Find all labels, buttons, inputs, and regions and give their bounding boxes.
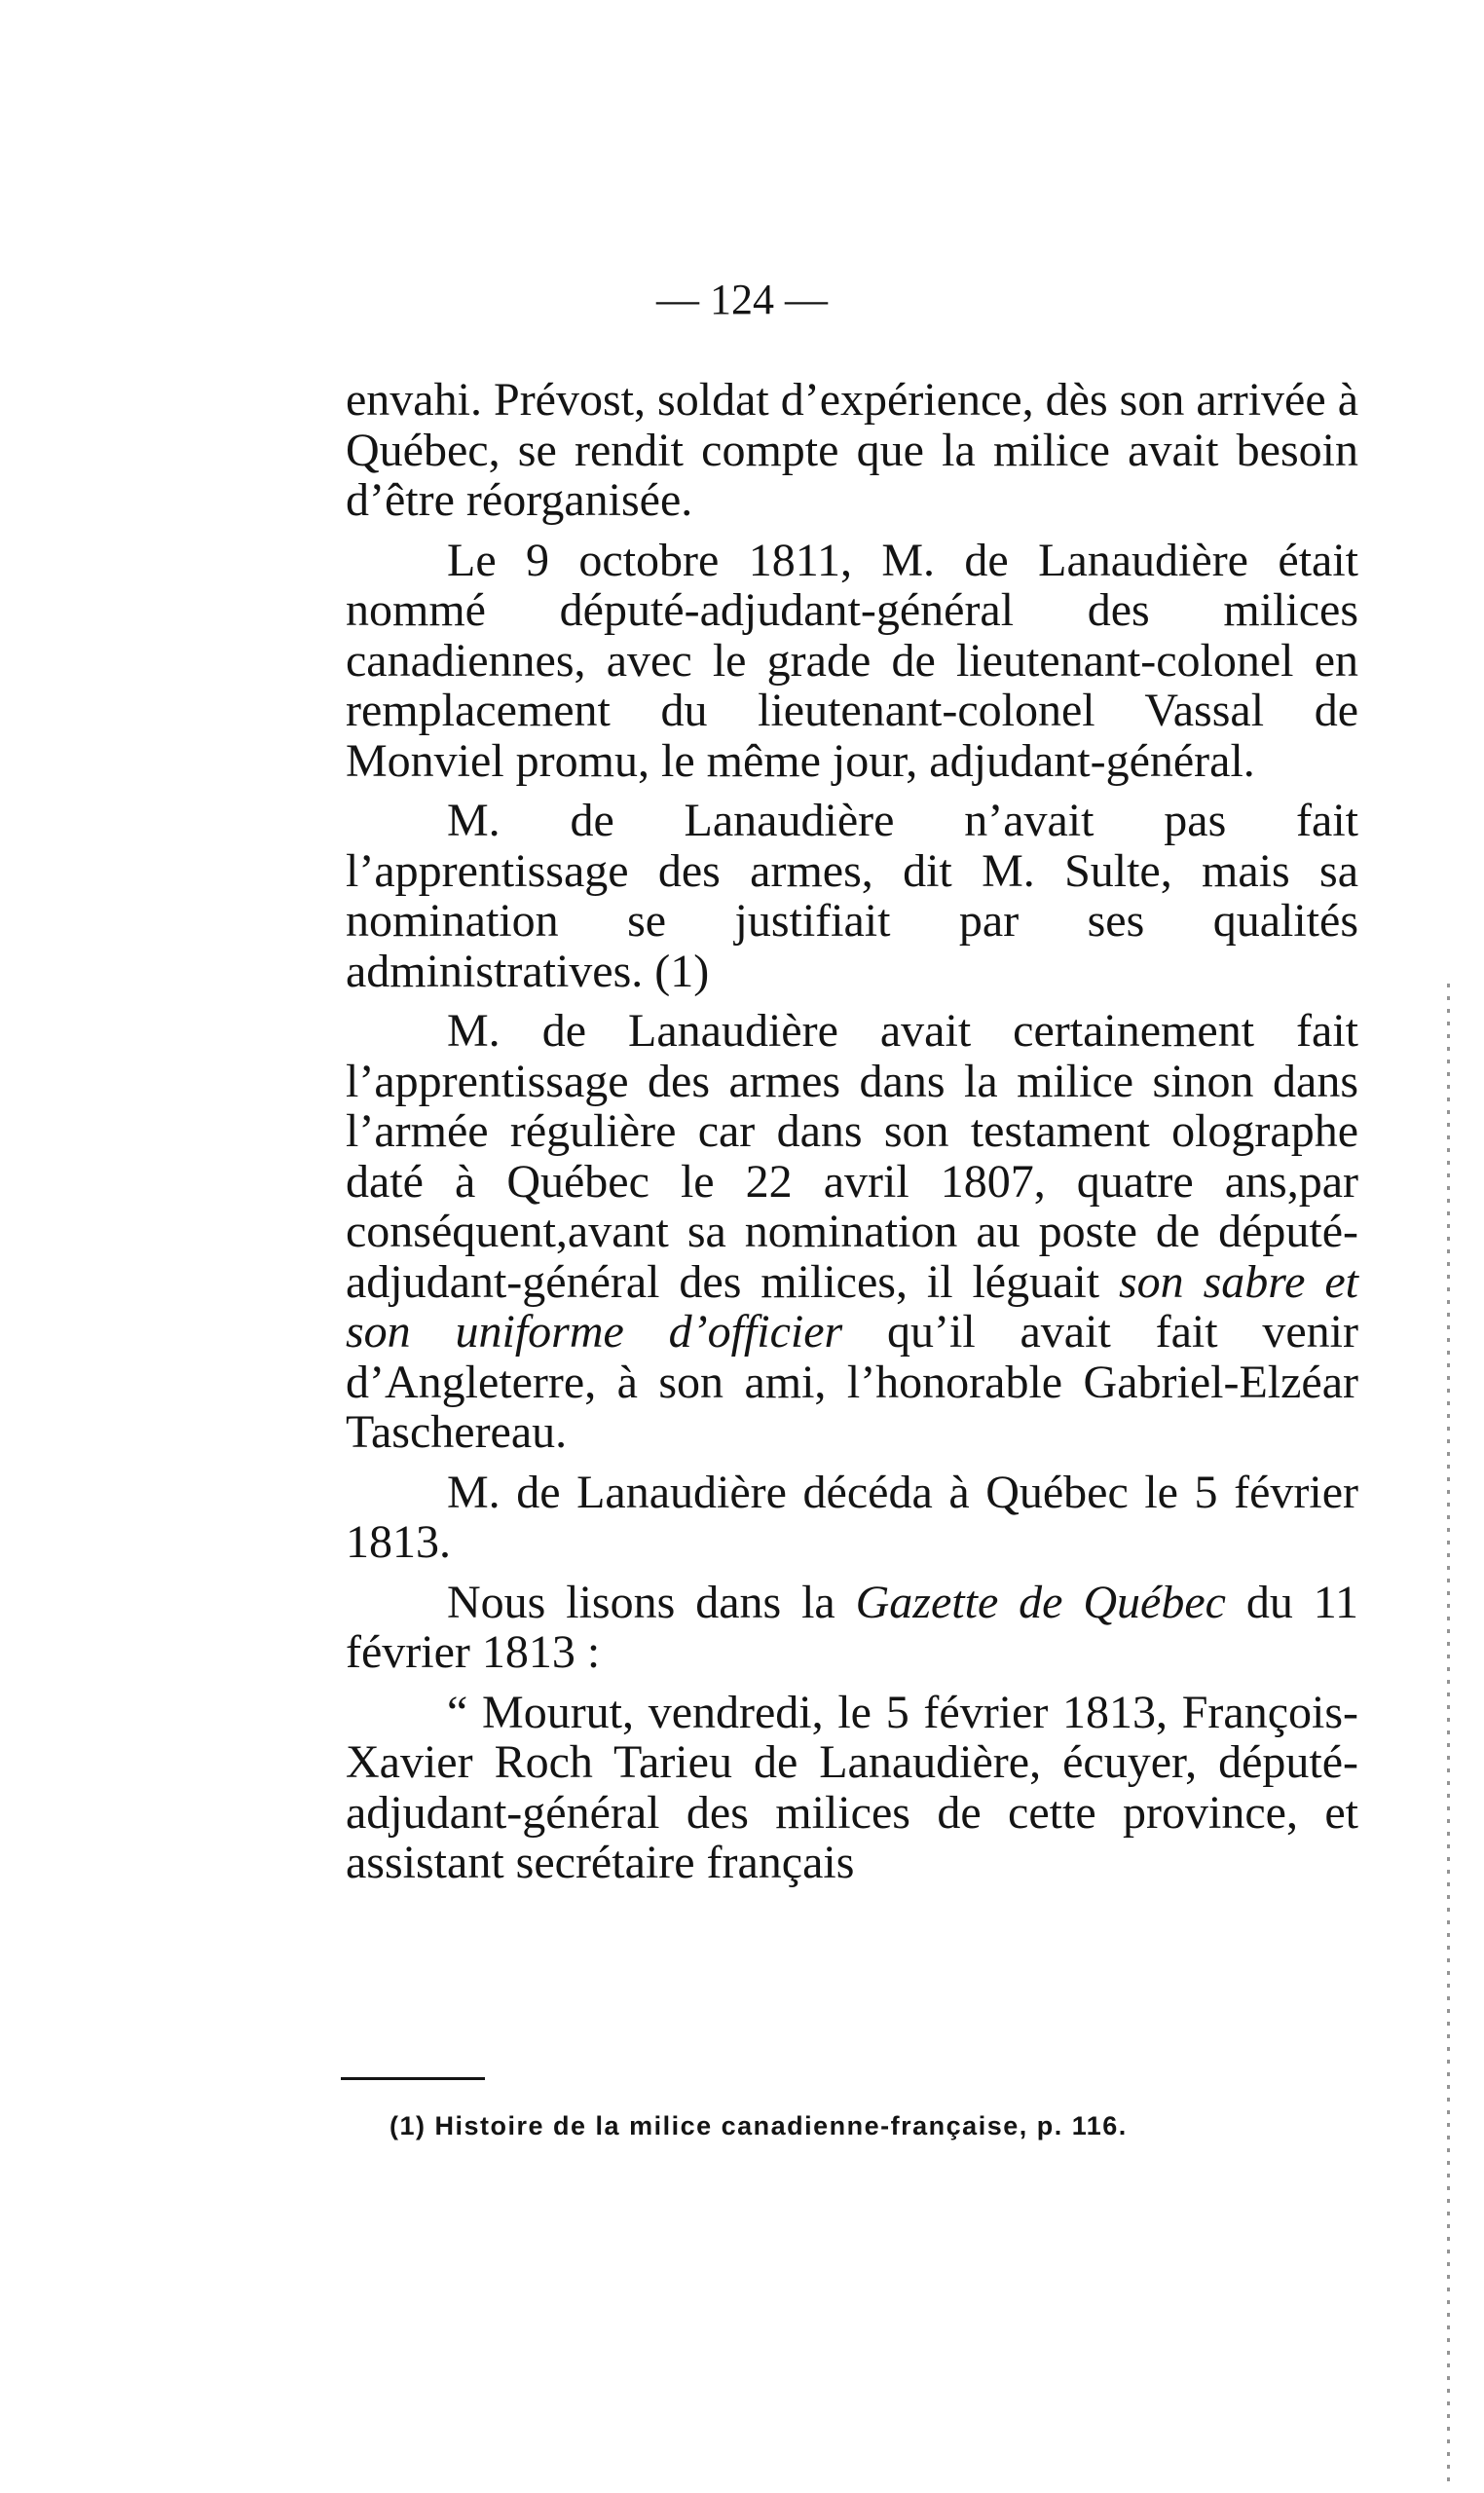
paragraph-3: M. de Lanaudière n’avait pas fait l’apprentissage des armes, dit M. Sulte, mais sa nomination se justifiait par ses qualités administratives. (1) xyxy=(346,795,1358,997)
paragraph-4-emphasis: son sabre et son uniforme d’officier xyxy=(346,1255,1359,1358)
paragraph-4-text-before: M. de Lanaudière avait certainement fait l’apprentissage des armes dans la milice sinon dans l’armée régulière car dans son testament olographe daté à Québec le 22 avril 1807, quatre ans,par conséquent,avant sa nomination au poste de député-adjudant-général des milices, il léguait xyxy=(346,1005,1358,1308)
page-edge-marks xyxy=(1447,984,1450,2483)
paragraph-4 xyxy=(346,1006,1358,1458)
paragraph-5: M. de Lanaudière décéda à Québec le 5 février 1813. xyxy=(346,1466,1358,1568)
body-text xyxy=(346,375,1358,1898)
paragraph-1: envahi. Prévost, soldat d’expérience, dès son arrivée à Québec, se rendit compte que la milice avait besoin d’être réorganisée. xyxy=(346,374,1358,526)
footnote-divider xyxy=(341,2077,485,2080)
paragraph-6-emphasis: Gazette de Québec xyxy=(855,1576,1226,1628)
paragraph-6-text-before: Nous lisons dans la xyxy=(447,1576,856,1628)
footnote-text: Histoire de la milice canadienne-française, p. 116. xyxy=(434,2111,1128,2140)
paragraph-6 xyxy=(346,1578,1358,1678)
paragraph-7: “ Mourut, vendredi, le 5 février 1813, François-Xavier Roch Tarieu de Lanaudière, écuyer, député-adjudant-général des milices de cette province, et assistant secrétaire français xyxy=(346,1686,1358,1888)
page-number: — 124 — xyxy=(656,276,828,323)
paragraph-2: Le 9 octobre 1811, M. de Lanaudière était nommé député-adjudant-général des milices canadiennes, avec le grade de lieutenant-colonel en remplacement du lieutenant-colonel Vassal de Monviel promu, le même jour, adjudant-général. xyxy=(346,534,1358,787)
footnote xyxy=(390,2109,1363,2142)
paragraph-4-text-after: qu’il avait fait venir d’Angleterre, à son ami, l’honorable Gabriel-Elzéar Taschereau. xyxy=(346,1306,1358,1458)
footnote-marker: (1) xyxy=(390,2111,427,2140)
paragraph-6-text-after: du 11 février 1813 : xyxy=(346,1576,1359,1678)
